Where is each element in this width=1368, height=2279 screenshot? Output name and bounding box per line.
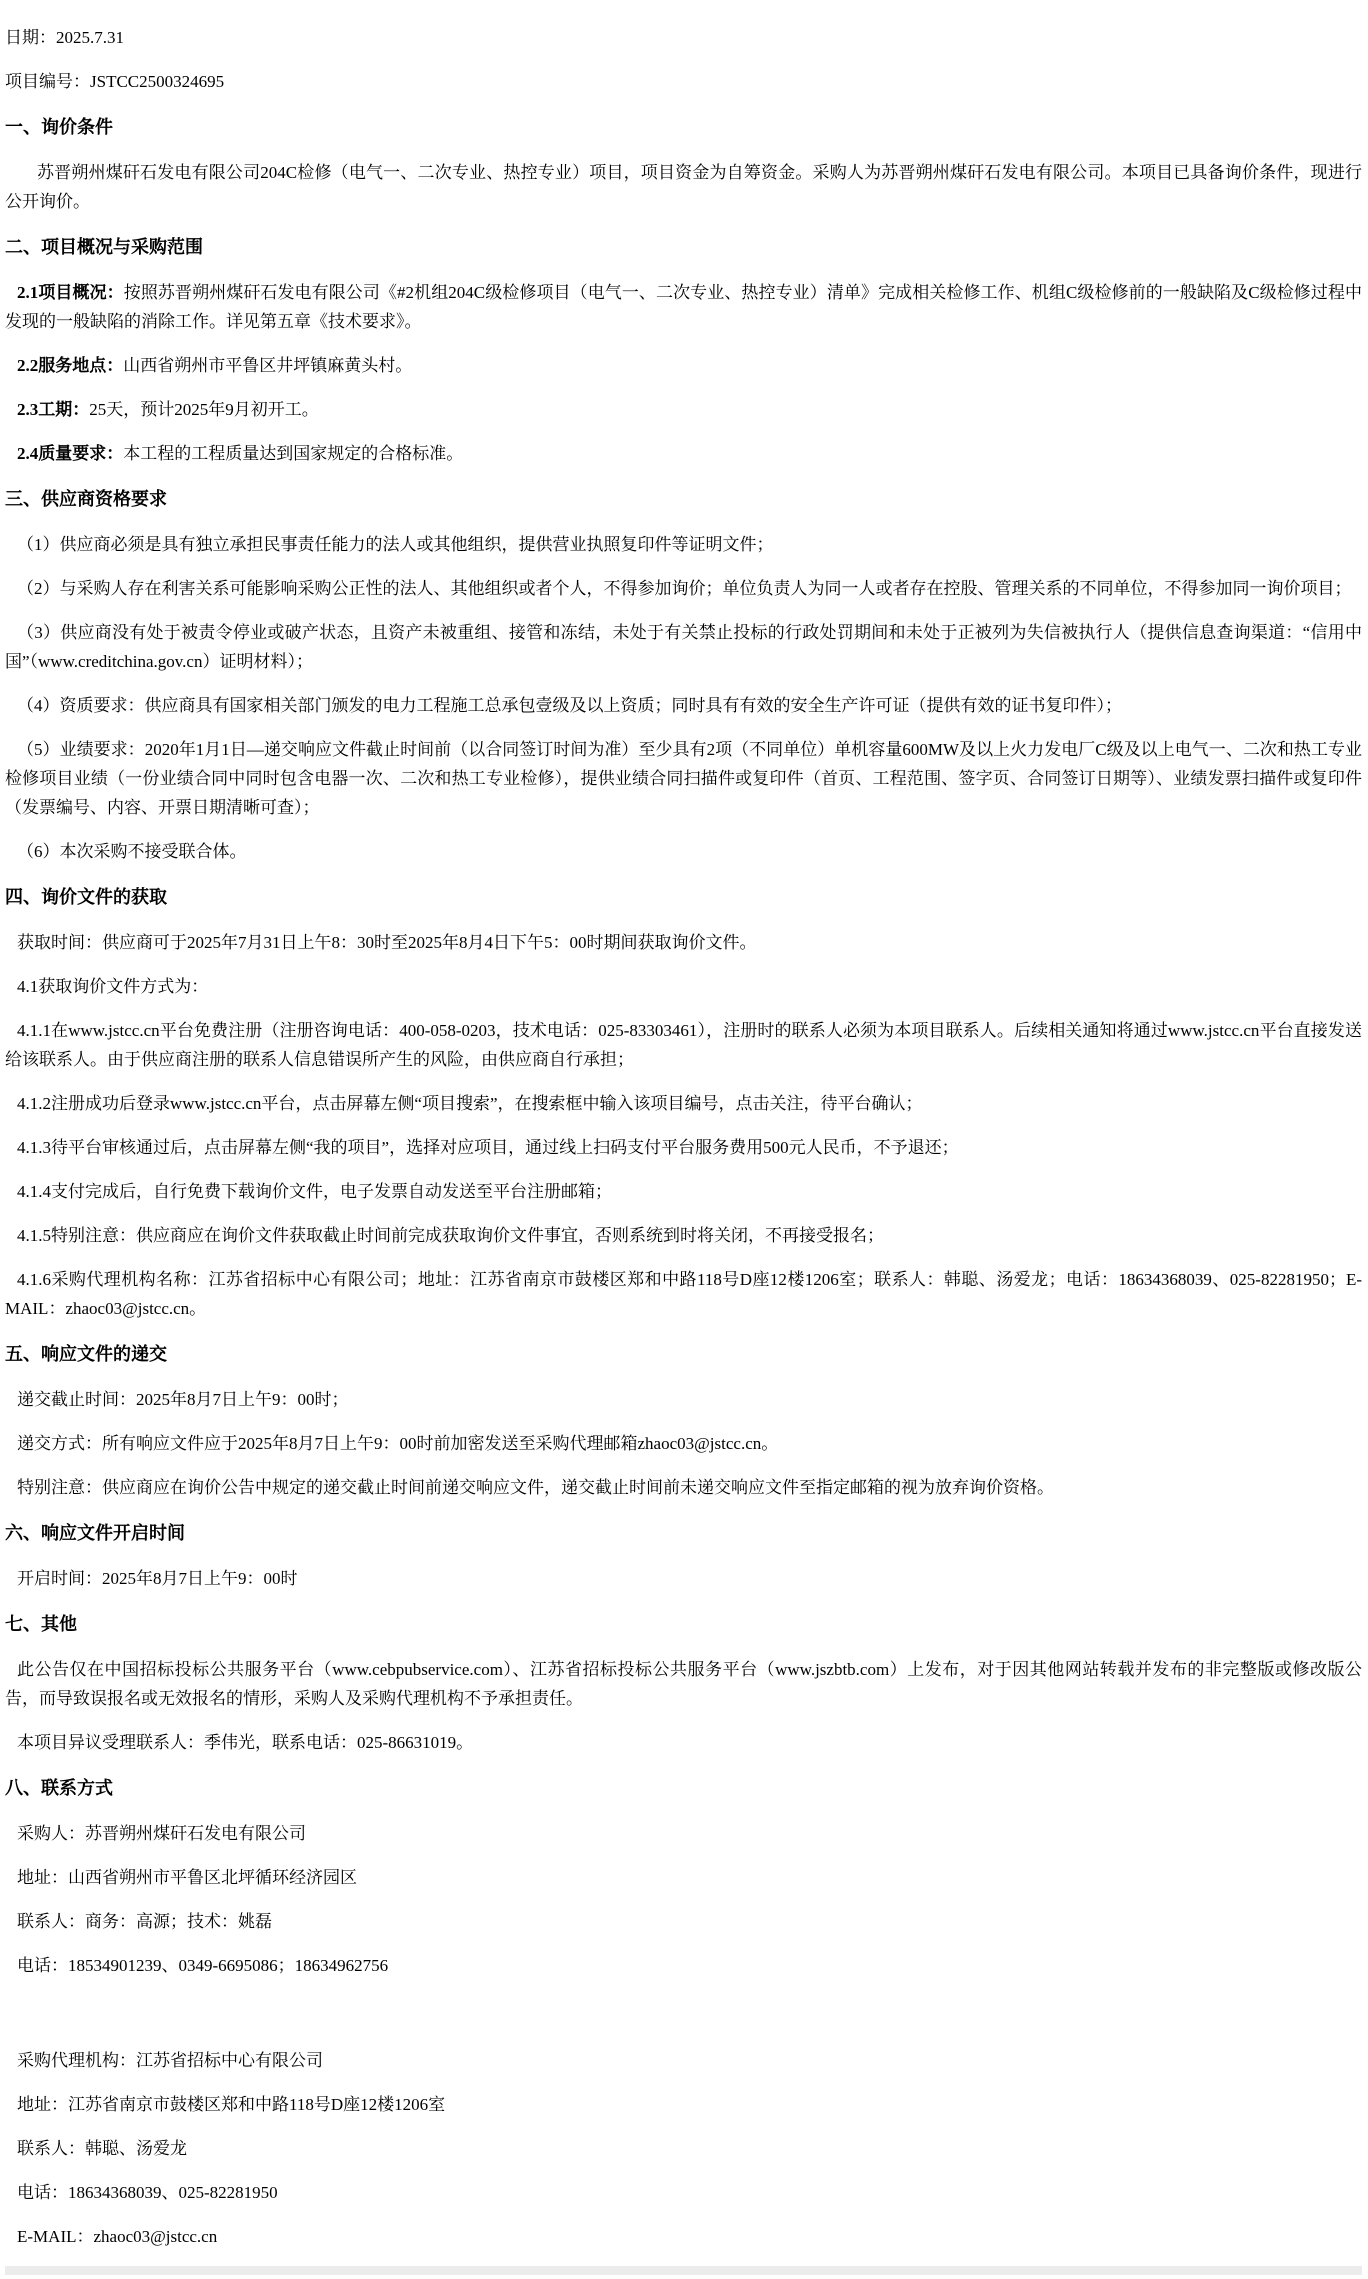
- paragraph: [5, 351, 1362, 380]
- paragraph: （5）业绩要求：2020年1月1日—递交响应文件截止时间前（以合同签订时间为准）至少具有2项（不同单位）单机容量600MW及以上火力发电厂C级及以上电气一、二次和热工专业检修项目业绩（一份业绩合同中同时包含电器一次、二次和热工专业检修），提供业绩合同扫描件或复印件（首页、工程范围、签字页、合同签订日期等）、业绩发票扫描件或复印件（发票编号、内容、开票日期清晰可查）；: [5, 740, 1362, 817]
- paragraph: 获取时间：供应商可于2025年7月31日上午8：30时至2025年8月4日下午5：00时期间获取询价文件。: [17, 933, 757, 952]
- paragraph: 开启时间：2025年8月7日上午9：00时: [17, 1569, 298, 1588]
- paragraph: [5, 439, 1362, 468]
- section-heading-project-overview: 二、项目概况与采购范围: [5, 237, 203, 257]
- project-number-line: 项目编号：JSTCC2500324695: [5, 72, 225, 91]
- paragraph-label: 2.4质量要求：: [17, 444, 124, 463]
- purchaser-contacts-line: 联系人：商务：高源；技术：姚磊: [17, 1912, 272, 1931]
- section-heading-supplier-qualifications: 三、供应商资格要求: [5, 489, 167, 509]
- paragraph-label: 2.2服务地点：: [17, 356, 124, 375]
- section-heading-document-acquisition: 四、询价文件的获取: [5, 887, 167, 907]
- paragraph: （4）资质要求：供应商具有国家相关部门颁发的电力工程施工总承包壹级及以上资质；同时具有有效的安全生产许可证（提供有效的证书复印件）；: [17, 696, 1122, 715]
- paragraph: [5, 278, 1362, 336]
- paragraph: 4.1.2注册成功后登录www.jstcc.cn平台，点击屏幕左侧“项目搜索”，在搜索框中输入该项目编号，点击关注，待平台确认；: [17, 1094, 923, 1113]
- paragraph-text: 本工程的工程质量达到国家规定的合格标准。: [123, 444, 464, 463]
- paragraph: 苏晋朔州煤矸石发电有限公司204C检修（电气一、二次专业、热控专业）项目，项目资金为自筹资金。采购人为苏晋朔州煤矸石发电有限公司。本项目已具备询价条件，现进行公开询价。: [5, 163, 1362, 211]
- paragraph: 4.1.3待平台审核通过后，点击屏幕左侧“我的项目”，选择对应项目，通过线上扫码支付平台服务费用500元人民币，不予退还；: [17, 1138, 959, 1157]
- section-heading-opening-time: 六、响应文件开启时间: [5, 1523, 185, 1543]
- paragraph-text: 山西省朔州市平鲁区井坪镇麻黄头村。: [123, 356, 413, 375]
- agency-line: 采购代理机构：江苏省招标中心有限公司: [17, 2051, 323, 2070]
- paragraph: （3）供应商没有处于被责令停业或破产状态，且资产未被重组、接管和冻结，未处于有关禁止投标的行政处罚期间和未处于正被列为失信被执行人（提供信息查询渠道：“信用中国”（www.creditchina.gov.cn）证明材料）；: [5, 623, 1362, 671]
- paragraph: 特别注意：供应商应在询价公告中规定的递交截止时间前递交响应文件，递交截止时间前未递交响应文件至指定邮箱的视为放弃询价资格。: [17, 1478, 1054, 1497]
- paragraph-text: 25天，预计2025年9月初开工。: [89, 400, 319, 419]
- agency-address-line: 地址：江苏省南京市鼓楼区郑和中路118号D座12楼1206室: [17, 2095, 446, 2114]
- paragraph: （2）与采购人存在利害关系可能影响采购公正性的法人、其他组织或者个人，不得参加询价；单位负责人为同一人或者存在控股、管理关系的不同单位，不得参加同一询价项目；: [17, 579, 1352, 598]
- paragraph: 递交截止时间：2025年8月7日上午9：00时；: [17, 1390, 349, 1409]
- paragraph: （1）供应商必须是具有独立承担民事责任能力的法人或其他组织，提供营业执照复印件等证明文件；: [17, 535, 774, 554]
- section-heading-inquiry-conditions: 一、询价条件: [5, 117, 113, 137]
- blank-line-spacer: [5, 1995, 1362, 2031]
- paragraph: 4.1.1在www.jstcc.cn平台免费注册（注册咨询电话：400-058-0203，技术电话：025-83303461），注册时的联系人必须为本项目联系人。后续相关通知将通过www.jstcc.cn平台直接发送给该联系人。由于供应商注册的联系人信息错误所产生的风险，由供应商自行承担；: [5, 1021, 1362, 1069]
- paragraph-label: 2.1项目概况：: [17, 283, 124, 302]
- paragraph: 本项目异议受理联系人：季伟光，联系电话：025-86631019。: [17, 1733, 474, 1752]
- date-line: 日期：2025.7.31: [5, 28, 124, 47]
- agency-email-line: E-MAIL：zhaoc03@jstcc.cn: [17, 2227, 218, 2246]
- section-heading-contact-info: 八、联系方式: [5, 1778, 113, 1798]
- paragraph: [5, 395, 1362, 424]
- agency-contacts-line: 联系人：韩聪、汤爱龙: [17, 2139, 187, 2158]
- paragraph: 4.1.4支付完成后，自行免费下载询价文件，电子发票自动发送至平台注册邮箱；: [17, 1182, 612, 1201]
- paragraph: 此公告仅在中国招标投标公共服务平台（www.cebpubservice.com）、江苏省招标投标公共服务平台（www.jszbtb.com）上发布，对于因其他网站转载并发布的非完整版或修改版公告，而导致误报名或无效报名的情形，采购人及采购代理机构不予承担责任。: [5, 1660, 1362, 1708]
- horizontal-scrollbar[interactable]: [5, 2266, 1362, 2275]
- purchaser-address-line: 地址：山西省朔州市平鲁区北坪循环经济园区: [17, 1868, 357, 1887]
- paragraph: 4.1.5特别注意：供应商应在询价文件获取截止时间前完成获取询价文件事宜，否则系统到时将关闭，不再接受报名；: [17, 1226, 884, 1245]
- paragraph-text: 按照苏晋朔州煤矸石发电有限公司《#2机组204C级检修项目（电气一、二次专业、热控专业）清单》完成相关检修工作、机组C级检修前的一般缺陷及C级检修过程中发现的一般缺陷的消除工作。详见第五章《技术要求》。: [5, 283, 1363, 331]
- section-heading-others: 七、其他: [5, 1614, 77, 1634]
- paragraph: （6）本次采购不接受联合体。: [17, 842, 247, 861]
- paragraph: 递交方式：所有响应文件应于2025年8月7日上午9：00时前加密发送至采购代理邮箱zhaoc03@jstcc.cn。: [17, 1434, 779, 1453]
- paragraph: 4.1.6采购代理机构名称：江苏省招标中心有限公司；地址：江苏省南京市鼓楼区郑和中路118号D座12楼1206室；联系人：韩聪、汤爱龙；电话：18634368039、025-82281950；E-MAIL：zhaoc03@jstcc.cn。: [5, 1270, 1362, 1318]
- purchaser-line: 采购人：苏晋朔州煤矸石发电有限公司: [17, 1824, 306, 1843]
- paragraph-label: 2.3工期：: [17, 400, 90, 419]
- agency-phone-line: 电话：18634368039、025-82281950: [17, 2183, 278, 2202]
- section-heading-response-submission: 五、响应文件的递交: [5, 1344, 167, 1364]
- purchaser-phone-line: 电话：18534901239、0349-6695086；18634962756: [17, 1956, 389, 1975]
- paragraph: 4.1获取询价文件方式为：: [17, 977, 209, 996]
